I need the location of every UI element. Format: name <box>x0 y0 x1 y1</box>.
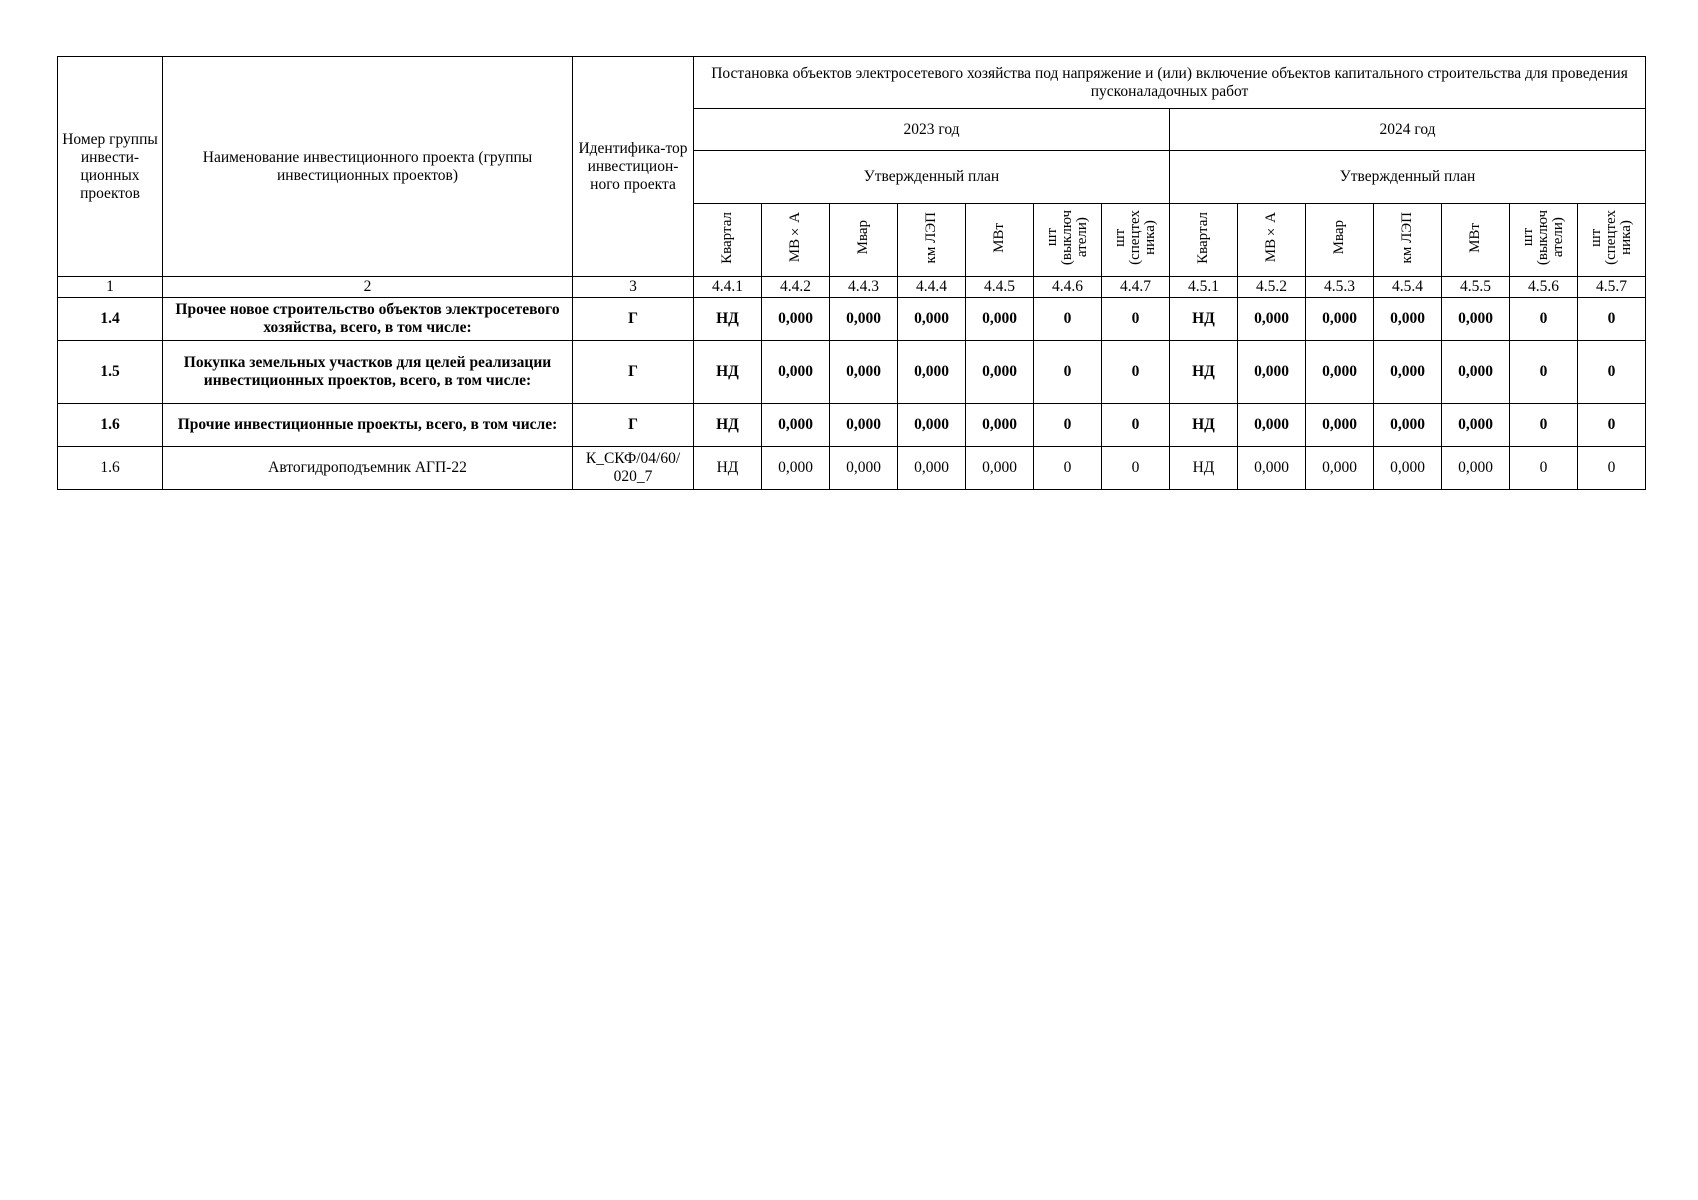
value-cell: 0,000 <box>830 341 898 404</box>
value-cell: НД <box>694 447 762 490</box>
row-project-id: Г <box>573 341 694 404</box>
value-cell: НД <box>694 341 762 404</box>
value-cell: 0 <box>1510 447 1578 490</box>
row-project-id: Г <box>573 404 694 447</box>
row-project-id: Г <box>573 298 694 341</box>
table-row <box>58 298 1646 341</box>
value-cell: 0 <box>1510 298 1578 341</box>
unit-km-2023: км ЛЭП <box>898 204 966 277</box>
column-number-row <box>58 277 1646 298</box>
unit-vehicles-2023: шт (спецтех ника) <box>1102 204 1170 277</box>
header-year-2024: 2024 год <box>1170 109 1646 151</box>
table-row <box>58 341 1646 404</box>
row-project-id: К_СКФ/04/60/ 020_7 <box>573 447 694 490</box>
value-cell: 0 <box>1578 404 1646 447</box>
value-cell: НД <box>694 298 762 341</box>
value-cell: 0,000 <box>898 404 966 447</box>
unit-mva-2024: МВ×А <box>1238 204 1306 277</box>
header-main-title: Постановка объектов электросетевого хозяйства под напряжение и (или) включение объектов капитального строительства для проведения пусконаладочных работ <box>694 57 1646 109</box>
unit-mvar-2024: Мвар <box>1306 204 1374 277</box>
col-number: 4.4.7 <box>1102 277 1170 298</box>
col-number: 4.5.4 <box>1374 277 1442 298</box>
value-cell: 0 <box>1578 341 1646 404</box>
row-project-name: Покупка земельных участков для целей реализации инвестиционных проектов, всего, в том числе: <box>163 341 573 404</box>
value-cell: 0 <box>1102 341 1170 404</box>
value-cell: 0,000 <box>1442 341 1510 404</box>
header-plan-2024: Утвержденный план <box>1170 151 1646 204</box>
col-number: 2 <box>163 277 573 298</box>
col-number: 3 <box>573 277 694 298</box>
col-number: 4.4.6 <box>1034 277 1102 298</box>
unit-mva-2023: МВ×А <box>762 204 830 277</box>
col-number: 4.4.1 <box>694 277 762 298</box>
value-cell: 0,000 <box>762 341 830 404</box>
value-cell: 0,000 <box>762 298 830 341</box>
col-number: 4.5.2 <box>1238 277 1306 298</box>
value-cell: 0 <box>1102 447 1170 490</box>
col-number: 4.5.5 <box>1442 277 1510 298</box>
value-cell: 0 <box>1510 341 1578 404</box>
value-cell: 0 <box>1102 404 1170 447</box>
value-cell: 0,000 <box>966 341 1034 404</box>
unit-switches-2023: шт (выключ атели) <box>1034 204 1102 277</box>
row-group-number: 1.4 <box>58 298 163 341</box>
header-row-1 <box>58 57 1646 109</box>
value-cell: 0,000 <box>1442 447 1510 490</box>
value-cell: 0,000 <box>830 298 898 341</box>
value-cell: 0 <box>1578 298 1646 341</box>
col-number: 4.5.1 <box>1170 277 1238 298</box>
header-project-id: Идентифика-тор инвестицион-ного проекта <box>573 57 694 277</box>
value-cell: 0,000 <box>1238 298 1306 341</box>
value-cell: 0,000 <box>1306 298 1374 341</box>
value-cell: 0,000 <box>1306 447 1374 490</box>
value-cell: 0,000 <box>966 298 1034 341</box>
value-cell: 0,000 <box>966 404 1034 447</box>
investment-table <box>57 56 1646 490</box>
col-number: 4.4.4 <box>898 277 966 298</box>
value-cell: 0 <box>1510 404 1578 447</box>
col-number: 4.4.5 <box>966 277 1034 298</box>
col-number: 1 <box>58 277 163 298</box>
col-number: 4.5.3 <box>1306 277 1374 298</box>
unit-quarter-2024: Квартал <box>1170 204 1238 277</box>
row-project-name: Прочее новое строительство объектов электросетевого хозяйства, всего, в том числе: <box>163 298 573 341</box>
value-cell: НД <box>1170 298 1238 341</box>
value-cell: НД <box>1170 447 1238 490</box>
value-cell: 0,000 <box>1238 447 1306 490</box>
value-cell: 0 <box>1102 298 1170 341</box>
value-cell: 0,000 <box>1306 341 1374 404</box>
value-cell: 0,000 <box>1374 447 1442 490</box>
value-cell: 0,000 <box>1306 404 1374 447</box>
value-cell: 0 <box>1034 447 1102 490</box>
value-cell: 0,000 <box>1238 404 1306 447</box>
header-plan-2023: Утвержденный план <box>694 151 1170 204</box>
table-row <box>58 447 1646 490</box>
value-cell: 0,000 <box>898 447 966 490</box>
col-number: 4.4.2 <box>762 277 830 298</box>
value-cell: 0,000 <box>762 447 830 490</box>
row-group-number: 1.6 <box>58 404 163 447</box>
value-cell: 0,000 <box>830 404 898 447</box>
unit-switches-2024: шт (выключ атели) <box>1510 204 1578 277</box>
header-group-number: Номер группы инвести-ционных проектов <box>58 57 163 277</box>
value-cell: 0,000 <box>830 447 898 490</box>
value-cell: 0,000 <box>898 298 966 341</box>
value-cell: 0,000 <box>1442 404 1510 447</box>
col-number: 4.5.7 <box>1578 277 1646 298</box>
value-cell: НД <box>1170 341 1238 404</box>
row-project-name: Прочие инвестиционные проекты, всего, в том числе: <box>163 404 573 447</box>
row-group-number: 1.5 <box>58 341 163 404</box>
value-cell: 0 <box>1034 298 1102 341</box>
value-cell: 0,000 <box>1374 298 1442 341</box>
value-cell: 0 <box>1578 447 1646 490</box>
table-row <box>58 404 1646 447</box>
value-cell: 0,000 <box>1442 298 1510 341</box>
row-project-name: Автогидроподъемник АГП-22 <box>163 447 573 490</box>
value-cell: 0 <box>1034 341 1102 404</box>
unit-mw-2024: МВт <box>1442 204 1510 277</box>
unit-quarter-2023: Квартал <box>694 204 762 277</box>
value-cell: 0,000 <box>762 404 830 447</box>
value-cell: НД <box>1170 404 1238 447</box>
unit-km-2024: км ЛЭП <box>1374 204 1442 277</box>
unit-mvar-2023: Мвар <box>830 204 898 277</box>
unit-vehicles-2024: шт (спецтех ника) <box>1578 204 1646 277</box>
row-group-number: 1.6 <box>58 447 163 490</box>
unit-mw-2023: МВт <box>966 204 1034 277</box>
header-project-name: Наименование инвестиционного проекта (группы инвестиционных проектов) <box>163 57 573 277</box>
col-number: 4.4.3 <box>830 277 898 298</box>
col-number: 4.5.6 <box>1510 277 1578 298</box>
value-cell: НД <box>694 404 762 447</box>
header-year-2023: 2023 год <box>694 109 1170 151</box>
value-cell: 0,000 <box>1374 404 1442 447</box>
value-cell: 0,000 <box>1374 341 1442 404</box>
value-cell: 0,000 <box>966 447 1034 490</box>
value-cell: 0 <box>1034 404 1102 447</box>
value-cell: 0,000 <box>1238 341 1306 404</box>
value-cell: 0,000 <box>898 341 966 404</box>
